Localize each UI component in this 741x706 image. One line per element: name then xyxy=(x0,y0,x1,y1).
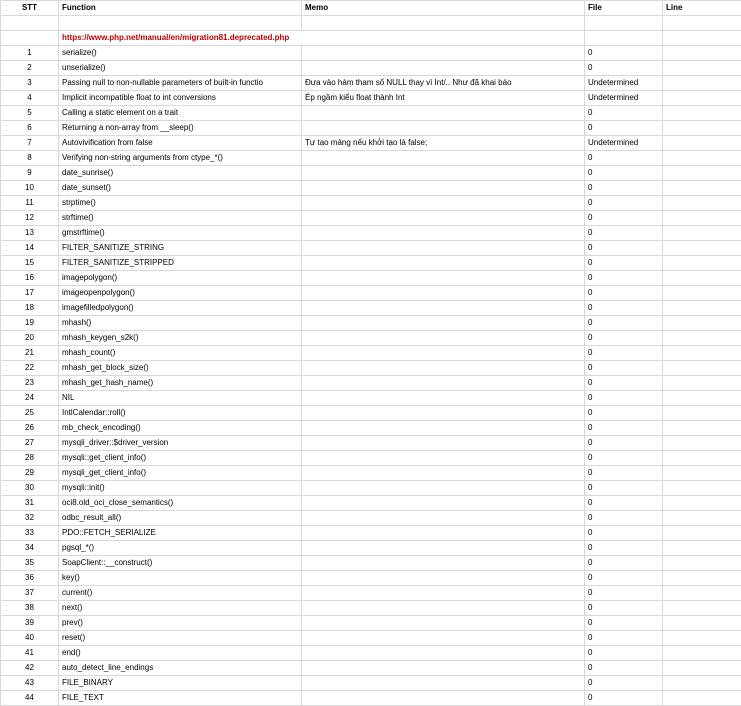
function-cell[interactable]: PDO::FETCH_SERIALIZE xyxy=(59,526,302,541)
function-cell[interactable]: imageopenpolygon() xyxy=(59,286,302,301)
function-cell[interactable]: date_sunrise() xyxy=(59,166,302,181)
table-row xyxy=(1,151,741,166)
file-cell[interactable]: 0 xyxy=(585,361,663,376)
line-cell[interactable] xyxy=(663,316,741,331)
stt-cell[interactable]: 5 xyxy=(1,106,59,121)
stt-cell[interactable]: 31 xyxy=(1,496,59,511)
table-row xyxy=(1,361,741,376)
file-cell[interactable]: 0 xyxy=(585,121,663,136)
file-cell[interactable]: 0 xyxy=(585,181,663,196)
file-cell[interactable]: 0 xyxy=(585,106,663,121)
file-cell[interactable]: 0 xyxy=(585,601,663,616)
line-cell[interactable] xyxy=(663,601,741,616)
memo-cell[interactable] xyxy=(302,46,585,61)
stt-cell[interactable]: 21 xyxy=(1,346,59,361)
stt-cell[interactable]: 18 xyxy=(1,301,59,316)
memo-cell[interactable]: Tự tạo mảng nếu khởi tạo là false; xyxy=(302,136,585,151)
line-cell[interactable] xyxy=(663,541,741,556)
memo-cell[interactable]: Đưa vào hàm tham số NULL thay vì Int/.. Như đã khai báo xyxy=(302,76,585,91)
function-cell[interactable]: odbc_result_all() xyxy=(59,511,302,526)
line-cell[interactable] xyxy=(663,556,741,571)
stt-cell[interactable]: 6 xyxy=(1,121,59,136)
function-cell[interactable]: gmstrftime() xyxy=(59,226,302,241)
stt-cell[interactable]: 42 xyxy=(1,661,59,676)
line-cell[interactable] xyxy=(663,451,741,466)
function-cell[interactable]: mysqli::init() xyxy=(59,481,302,496)
function-cell[interactable]: IntlCalendar::roll() xyxy=(59,406,302,421)
memo-cell[interactable] xyxy=(302,646,585,661)
function-cell[interactable]: mhash_count() xyxy=(59,346,302,361)
table-row xyxy=(1,661,741,676)
function-cell[interactable]: Returning a non-array from __sleep() xyxy=(59,121,302,136)
table-row xyxy=(1,121,741,136)
table-row xyxy=(1,286,741,301)
memo-cell[interactable] xyxy=(302,676,585,691)
table-row xyxy=(1,196,741,211)
file-cell[interactable]: 0 xyxy=(585,211,663,226)
stt-cell[interactable]: 23 xyxy=(1,376,59,391)
function-cell[interactable]: mhash_keygen_s2k() xyxy=(59,331,302,346)
cell[interactable] xyxy=(59,16,302,31)
table-row xyxy=(1,346,741,361)
line-cell[interactable] xyxy=(663,196,741,211)
function-cell[interactable]: mb_check_encoding() xyxy=(59,421,302,436)
memo-cell[interactable]: Ép ngầm kiểu float thành Int xyxy=(302,91,585,106)
line-cell[interactable] xyxy=(663,181,741,196)
function-cell[interactable]: mysqli::get_client_info() xyxy=(59,451,302,466)
stt-cell[interactable]: 3 xyxy=(1,76,59,91)
memo-cell[interactable] xyxy=(302,451,585,466)
memo-cell[interactable] xyxy=(302,466,585,481)
function-cell[interactable]: mhash_get_hash_name() xyxy=(59,376,302,391)
file-cell[interactable]: 0 xyxy=(585,451,663,466)
stt-cell[interactable]: 29 xyxy=(1,466,59,481)
memo-cell[interactable] xyxy=(302,121,585,136)
line-cell[interactable] xyxy=(663,511,741,526)
line-cell[interactable] xyxy=(663,151,741,166)
table-row xyxy=(1,451,741,466)
file-cell[interactable]: 0 xyxy=(585,466,663,481)
table-row xyxy=(1,76,741,91)
cell[interactable] xyxy=(302,16,585,31)
file-cell[interactable]: 0 xyxy=(585,586,663,601)
file-cell[interactable]: 0 xyxy=(585,166,663,181)
memo-cell[interactable] xyxy=(302,481,585,496)
stt-cell[interactable]: 16 xyxy=(1,271,59,286)
file-cell[interactable]: 0 xyxy=(585,271,663,286)
function-cell[interactable]: serialize() xyxy=(59,46,302,61)
table-row xyxy=(1,466,741,481)
memo-cell[interactable] xyxy=(302,661,585,676)
line-cell[interactable] xyxy=(663,301,741,316)
table-row xyxy=(1,511,741,526)
file-cell[interactable]: 0 xyxy=(585,541,663,556)
stt-cell[interactable]: 10 xyxy=(1,181,59,196)
file-cell[interactable]: 0 xyxy=(585,646,663,661)
url-row xyxy=(1,31,741,46)
memo-cell[interactable] xyxy=(302,691,585,706)
function-cell[interactable]: Autovivification from false xyxy=(59,136,302,151)
file-cell[interactable]: 0 xyxy=(585,631,663,646)
memo-cell[interactable] xyxy=(302,436,585,451)
header-row xyxy=(1,1,741,16)
stt-cell[interactable]: 8 xyxy=(1,151,59,166)
function-cell[interactable]: mhash() xyxy=(59,316,302,331)
file-cell[interactable]: 0 xyxy=(585,511,663,526)
file-cell[interactable]: 0 xyxy=(585,61,663,76)
file-cell[interactable]: 0 xyxy=(585,481,663,496)
line-cell[interactable] xyxy=(663,361,741,376)
table-row xyxy=(1,301,741,316)
table-row xyxy=(1,316,741,331)
stt-cell[interactable]: 35 xyxy=(1,556,59,571)
table-row xyxy=(1,496,741,511)
stt-cell[interactable]: 15 xyxy=(1,256,59,271)
stt-cell[interactable]: 19 xyxy=(1,316,59,331)
memo-cell[interactable] xyxy=(302,376,585,391)
function-cell[interactable]: mhash_get_block_size() xyxy=(59,361,302,376)
stt-cell[interactable]: 30 xyxy=(1,481,59,496)
line-cell[interactable] xyxy=(663,271,741,286)
stt-cell[interactable]: 34 xyxy=(1,541,59,556)
memo-cell[interactable] xyxy=(302,61,585,76)
line-cell[interactable] xyxy=(663,586,741,601)
table-row xyxy=(1,571,741,586)
file-cell[interactable]: 0 xyxy=(585,331,663,346)
line-cell[interactable] xyxy=(663,481,741,496)
memo-cell[interactable] xyxy=(302,571,585,586)
stt-cell[interactable]: 40 xyxy=(1,631,59,646)
function-cell[interactable]: SoapClient::__construct() xyxy=(59,556,302,571)
memo-cell[interactable] xyxy=(302,361,585,376)
file-cell[interactable]: 0 xyxy=(585,226,663,241)
memo-cell[interactable] xyxy=(302,151,585,166)
table-row xyxy=(1,241,741,256)
blank-row xyxy=(1,16,741,31)
file-cell[interactable]: 0 xyxy=(585,421,663,436)
cell[interactable] xyxy=(585,31,663,46)
line-cell[interactable] xyxy=(663,241,741,256)
line-cell[interactable] xyxy=(663,406,741,421)
function-cell[interactable]: Verifying non-string arguments from ctype_*() xyxy=(59,151,302,166)
table-row xyxy=(1,526,741,541)
function-cell[interactable]: oci8.old_oci_close_semantics() xyxy=(59,496,302,511)
memo-cell[interactable] xyxy=(302,511,585,526)
cell[interactable] xyxy=(663,31,741,46)
file-cell[interactable]: 0 xyxy=(585,196,663,211)
table-row xyxy=(1,601,741,616)
table-row xyxy=(1,226,741,241)
file-cell[interactable]: 0 xyxy=(585,436,663,451)
stt-cell[interactable]: 7 xyxy=(1,136,59,151)
file-cell[interactable]: 0 xyxy=(585,391,663,406)
line-cell[interactable] xyxy=(663,211,741,226)
file-cell[interactable]: 0 xyxy=(585,616,663,631)
line-cell[interactable] xyxy=(663,436,741,451)
header-file[interactable]: File xyxy=(585,1,663,16)
memo-cell[interactable] xyxy=(302,541,585,556)
memo-cell[interactable] xyxy=(302,496,585,511)
cell[interactable] xyxy=(1,16,59,31)
line-cell[interactable] xyxy=(663,421,741,436)
file-cell[interactable]: 0 xyxy=(585,691,663,706)
memo-cell[interactable] xyxy=(302,556,585,571)
table-row xyxy=(1,391,741,406)
file-cell[interactable]: 0 xyxy=(585,676,663,691)
memo-cell[interactable] xyxy=(302,586,585,601)
memo-cell[interactable] xyxy=(302,286,585,301)
function-cell[interactable]: next() xyxy=(59,601,302,616)
table-row xyxy=(1,676,741,691)
function-cell[interactable]: NIL xyxy=(59,391,302,406)
function-cell[interactable]: key() xyxy=(59,571,302,586)
memo-cell[interactable] xyxy=(302,301,585,316)
stt-cell[interactable]: 43 xyxy=(1,676,59,691)
stt-cell[interactable]: 17 xyxy=(1,286,59,301)
file-cell[interactable]: 0 xyxy=(585,241,663,256)
file-cell[interactable]: 0 xyxy=(585,571,663,586)
function-cell[interactable]: Passing null to non-nullable parameters of built-in functio xyxy=(59,76,302,91)
function-cell[interactable]: FILE_TEXT xyxy=(59,691,302,706)
stt-cell[interactable]: 2 xyxy=(1,61,59,76)
function-cell[interactable]: current() xyxy=(59,586,302,601)
memo-cell[interactable] xyxy=(302,406,585,421)
memo-cell[interactable] xyxy=(302,616,585,631)
function-cell[interactable]: FILTER_SANITIZE_STRIPPED xyxy=(59,256,302,271)
function-cell[interactable]: imagepolygon() xyxy=(59,271,302,286)
file-cell[interactable]: 0 xyxy=(585,406,663,421)
function-cell[interactable]: pgsql_*() xyxy=(59,541,302,556)
table-row xyxy=(1,556,741,571)
line-cell[interactable] xyxy=(663,121,741,136)
function-cell[interactable]: Calling a static element on a trait xyxy=(59,106,302,121)
table-row xyxy=(1,271,741,286)
file-cell[interactable]: 0 xyxy=(585,376,663,391)
table-row xyxy=(1,136,741,151)
line-cell[interactable] xyxy=(663,166,741,181)
line-cell[interactable] xyxy=(663,76,741,91)
stt-cell[interactable]: 39 xyxy=(1,616,59,631)
memo-cell[interactable] xyxy=(302,211,585,226)
file-cell[interactable]: 0 xyxy=(585,526,663,541)
memo-cell[interactable] xyxy=(302,226,585,241)
memo-cell[interactable] xyxy=(302,601,585,616)
cell[interactable] xyxy=(1,31,59,46)
file-cell[interactable]: 0 xyxy=(585,496,663,511)
stt-cell[interactable]: 44 xyxy=(1,691,59,706)
table-row xyxy=(1,91,741,106)
memo-cell[interactable] xyxy=(302,196,585,211)
stt-cell[interactable]: 33 xyxy=(1,526,59,541)
function-cell[interactable]: unserialize() xyxy=(59,61,302,76)
function-cell[interactable]: strptime() xyxy=(59,196,302,211)
memo-cell[interactable] xyxy=(302,316,585,331)
table-row xyxy=(1,376,741,391)
header-line[interactable]: Line xyxy=(663,1,741,16)
line-cell[interactable] xyxy=(663,106,741,121)
file-cell[interactable]: Undetermined xyxy=(585,76,663,91)
memo-cell[interactable] xyxy=(302,331,585,346)
reference-url-link[interactable]: https://www.php.net/manual/en/migration81.deprecated.php xyxy=(59,31,585,46)
memo-cell[interactable] xyxy=(302,271,585,286)
stt-cell[interactable]: 27 xyxy=(1,436,59,451)
table-row xyxy=(1,406,741,421)
function-cell[interactable]: FILE_BINARY xyxy=(59,676,302,691)
function-cell[interactable]: Implicit incompatible float to int conversions xyxy=(59,91,302,106)
function-cell[interactable]: mysqli_get_client_info() xyxy=(59,466,302,481)
cell[interactable] xyxy=(585,16,663,31)
table-row xyxy=(1,616,741,631)
memo-cell[interactable] xyxy=(302,346,585,361)
stt-cell[interactable]: 24 xyxy=(1,391,59,406)
file-cell[interactable]: 0 xyxy=(585,661,663,676)
table-row xyxy=(1,631,741,646)
line-cell[interactable] xyxy=(663,256,741,271)
table-row xyxy=(1,256,741,271)
memo-cell[interactable] xyxy=(302,421,585,436)
file-cell[interactable]: 0 xyxy=(585,151,663,166)
memo-cell[interactable] xyxy=(302,181,585,196)
function-cell[interactable]: reset() xyxy=(59,631,302,646)
line-cell[interactable] xyxy=(663,526,741,541)
line-cell[interactable] xyxy=(663,616,741,631)
line-cell[interactable] xyxy=(663,691,741,706)
memo-cell[interactable] xyxy=(302,256,585,271)
table-row xyxy=(1,646,741,661)
stt-cell[interactable]: 41 xyxy=(1,646,59,661)
table-row xyxy=(1,181,741,196)
function-cell[interactable]: strftime() xyxy=(59,211,302,226)
table-row xyxy=(1,331,741,346)
table-row xyxy=(1,421,741,436)
stt-cell[interactable]: 38 xyxy=(1,601,59,616)
file-cell[interactable]: 0 xyxy=(585,556,663,571)
table-row xyxy=(1,541,741,556)
table-row xyxy=(1,106,741,121)
stt-cell[interactable]: 1 xyxy=(1,46,59,61)
function-cell[interactable]: prev() xyxy=(59,616,302,631)
stt-cell[interactable]: 36 xyxy=(1,571,59,586)
file-cell[interactable]: 0 xyxy=(585,286,663,301)
table-row xyxy=(1,586,741,601)
line-cell[interactable] xyxy=(663,346,741,361)
file-cell[interactable]: Undetermined xyxy=(585,91,663,106)
line-cell[interactable] xyxy=(663,331,741,346)
file-cell[interactable]: 0 xyxy=(585,316,663,331)
table-row xyxy=(1,46,741,61)
line-cell[interactable] xyxy=(663,466,741,481)
function-cell[interactable]: FILTER_SANITIZE_STRING xyxy=(59,241,302,256)
stt-cell[interactable]: 26 xyxy=(1,421,59,436)
function-cell[interactable]: date_sunset() xyxy=(59,181,302,196)
memo-cell[interactable] xyxy=(302,526,585,541)
function-cell[interactable]: imagefilledpolygon() xyxy=(59,301,302,316)
memo-cell[interactable] xyxy=(302,106,585,121)
function-cell[interactable]: mysqli_driver::$driver_version xyxy=(59,436,302,451)
stt-cell[interactable]: 28 xyxy=(1,451,59,466)
stt-cell[interactable]: 9 xyxy=(1,166,59,181)
table-row xyxy=(1,61,741,76)
file-cell[interactable]: 0 xyxy=(585,346,663,361)
stt-cell[interactable]: 12 xyxy=(1,211,59,226)
line-cell[interactable] xyxy=(663,286,741,301)
function-cell[interactable]: auto_detect_line_endings xyxy=(59,661,302,676)
line-cell[interactable] xyxy=(663,496,741,511)
table-row xyxy=(1,166,741,181)
line-cell[interactable] xyxy=(663,136,741,151)
stt-cell[interactable]: 32 xyxy=(1,511,59,526)
table-row xyxy=(1,481,741,496)
cell[interactable] xyxy=(663,16,741,31)
memo-cell[interactable] xyxy=(302,391,585,406)
stt-cell[interactable]: 14 xyxy=(1,241,59,256)
line-cell[interactable] xyxy=(663,676,741,691)
header-function[interactable]: Function xyxy=(59,1,302,16)
line-cell[interactable] xyxy=(663,226,741,241)
line-cell[interactable] xyxy=(663,61,741,76)
function-cell[interactable]: end() xyxy=(59,646,302,661)
line-cell[interactable] xyxy=(663,46,741,61)
file-cell[interactable]: 0 xyxy=(585,256,663,271)
memo-cell[interactable] xyxy=(302,241,585,256)
line-cell[interactable] xyxy=(663,631,741,646)
stt-cell[interactable]: 25 xyxy=(1,406,59,421)
table-row xyxy=(1,691,741,706)
table-row xyxy=(1,211,741,226)
stt-cell[interactable]: 22 xyxy=(1,361,59,376)
line-cell[interactable] xyxy=(663,391,741,406)
table-row xyxy=(1,436,741,451)
stt-cell[interactable]: 37 xyxy=(1,586,59,601)
file-cell[interactable]: 0 xyxy=(585,46,663,61)
line-cell[interactable] xyxy=(663,646,741,661)
memo-cell[interactable] xyxy=(302,631,585,646)
memo-cell[interactable] xyxy=(302,166,585,181)
header-stt[interactable]: STT xyxy=(1,1,59,16)
line-cell[interactable] xyxy=(663,571,741,586)
file-cell[interactable]: Undetermined xyxy=(585,136,663,151)
line-cell[interactable] xyxy=(663,661,741,676)
stt-cell[interactable]: 4 xyxy=(1,91,59,106)
stt-cell[interactable]: 11 xyxy=(1,196,59,211)
stt-cell[interactable]: 13 xyxy=(1,226,59,241)
header-memo[interactable]: Memo xyxy=(302,1,585,16)
line-cell[interactable] xyxy=(663,376,741,391)
file-cell[interactable]: 0 xyxy=(585,301,663,316)
line-cell[interactable] xyxy=(663,91,741,106)
stt-cell[interactable]: 20 xyxy=(1,331,59,346)
